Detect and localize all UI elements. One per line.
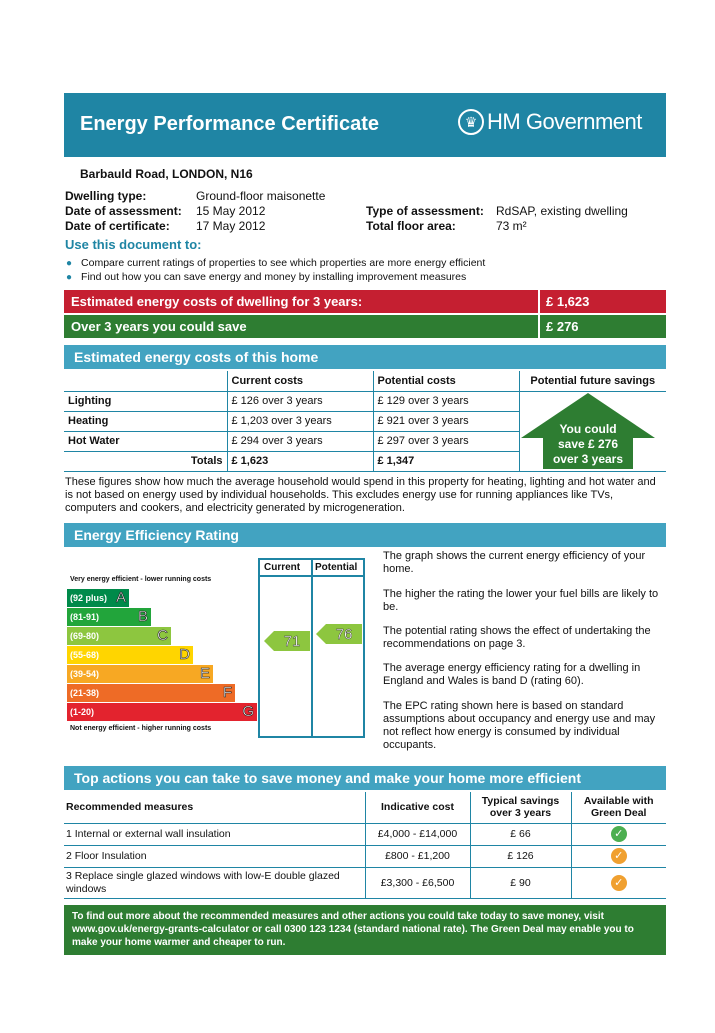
table-row: 2 Floor Insulation £800 - £1,200 £ 126 ✓ — [64, 845, 666, 867]
hm-government-logo — [458, 109, 642, 135]
table-row: Lighting £ 126 over 3 years £ 129 over 3 years — [64, 391, 666, 411]
savings-text-line: You could — [559, 422, 617, 436]
current-rating-value: 71 — [283, 633, 301, 650]
actions-section-title: Top actions you can take to save money and make your home more efficient — [64, 766, 666, 790]
future-savings-header: Potential future savings — [519, 371, 666, 391]
savings-header: Typical savings over 3 years — [470, 792, 571, 823]
costs-note: These figures show how much the average household would spend in this property for heating, lighting and hot water and is not based on energy used by individual households. This excludes energy use for running appliances like TVs, computers and cookers, and electricity generated by microgeneration. — [65, 476, 656, 514]
logo-text: HM Government — [487, 109, 642, 134]
use-item: ● Find out how you can save energy and money by installing improvement measures — [66, 271, 467, 283]
eer-top-note: Very energy efficient - lower running costs — [70, 576, 212, 583]
assessment-date-value: 15 May 2012 — [196, 204, 266, 218]
eer-bottom-note: Not energy efficient - higher running costs — [70, 725, 212, 732]
table-row: 3 Replace single glazed windows with low-E double glazed windows £3,300 - £6,500 £ 90 ✓ — [64, 867, 666, 898]
cost-header: Indicative cost — [365, 792, 470, 823]
eer-band-b: (81-91) B — [67, 608, 151, 626]
eer-paragraph: The potential rating shows the effect of undertaking the recommendations on page 3. — [383, 625, 651, 650]
certificate-header — [64, 93, 666, 157]
orange-check-icon: ✓ — [611, 848, 627, 864]
assessment-type-label: Type of assessment: — [366, 204, 484, 218]
assessment-date-label: Date of assessment: — [65, 204, 182, 218]
eer-section-title: Energy Efficiency Rating — [64, 523, 666, 547]
eer-band-c: (69-80) C — [67, 627, 171, 645]
eer-band-g: (1-20) G — [67, 703, 257, 721]
green-deal-header: Available with Green Deal — [571, 792, 666, 823]
table-row: Hot Water £ 294 over 3 years £ 297 over 3 years — [64, 431, 666, 451]
use-item: ● Compare current ratings of properties to see which properties are more energy efficient — [66, 257, 486, 269]
use-document-title: Use this document to: — [65, 237, 202, 252]
eer-band-e: (39-54) E — [67, 665, 213, 683]
totals-row: Totals £ 1,623 £ 1,347 — [64, 451, 666, 471]
crest-icon: ♛ — [458, 109, 484, 135]
green-check-icon: ✓ — [611, 826, 627, 842]
costs-section-title: Estimated energy costs of this home — [64, 345, 666, 369]
eer-paragraph: The graph shows the current energy efficiency of your home. — [383, 550, 646, 575]
certificate-date-label: Date of certificate: — [65, 219, 170, 233]
dwelling-type-value: Ground-floor maisonette — [196, 189, 326, 203]
dwelling-type-label: Dwelling type: — [65, 189, 147, 203]
potential-costs-header: Potential costs — [373, 371, 519, 391]
eer-band-a: (92 plus) A — [67, 589, 129, 607]
certificate-date-value: 17 May 2012 — [196, 219, 266, 233]
footer-note: To find out more about the recommended measures and other actions you could take today to save money, visit www.gov.uk/energy-grants-calculator or call 0300 123 1234 (standard national rate). The Green Deal may enable you to make your home warmer and cheaper to run. — [64, 905, 666, 955]
eer-band-f: (21-38) F — [67, 684, 235, 702]
eer-potential-header: Potential — [315, 562, 358, 573]
page-title: Energy Performance Certificate — [80, 113, 380, 135]
eer-band-d: (55-68) D — [67, 646, 193, 664]
floor-area-value: 73 m² — [496, 219, 527, 233]
potential-rating-arrow — [316, 624, 362, 644]
eer-paragraph: The average energy efficiency rating for a dwelling in England and Wales is band D (rating 60). — [383, 662, 641, 687]
eer-paragraph: The EPC rating shown here is based on standard assumptions about occupancy and energy use and may not reflect how energy is consumed by individual occupants. — [383, 700, 656, 751]
orange-check-icon: ✓ — [611, 875, 627, 891]
estimated-cost-bar: Estimated energy costs of dwelling for 3 years: £ 1,623 — [64, 290, 666, 313]
savings-text-line: over 3 years — [552, 452, 624, 466]
savings-text-line: save £ 276 — [557, 437, 619, 451]
property-address: Barbauld Road, LONDON, N16 — [80, 167, 253, 181]
eer-current-header: Current — [264, 562, 301, 573]
eer-paragraph: The higher the rating the lower your fuel bills are likely to be. — [383, 588, 659, 613]
actions-table — [64, 792, 666, 899]
potential-rating-value: 76 — [335, 626, 353, 643]
current-rating-arrow — [264, 631, 310, 651]
assessment-type-value: RdSAP, existing dwelling — [496, 204, 628, 218]
table-row: Heating £ 1,203 over 3 years £ 921 over 3 years — [64, 411, 666, 431]
measures-header: Recommended measures — [64, 792, 365, 823]
table-row: 1 Internal or external wall insulation £4,000 - £14,000 £ 66 ✓ — [64, 823, 666, 845]
current-costs-header: Current costs — [227, 371, 373, 391]
savings-arrow — [521, 393, 655, 469]
savings-bar: Over 3 years you could save £ 276 — [64, 315, 666, 338]
floor-area-label: Total floor area: — [366, 219, 456, 233]
